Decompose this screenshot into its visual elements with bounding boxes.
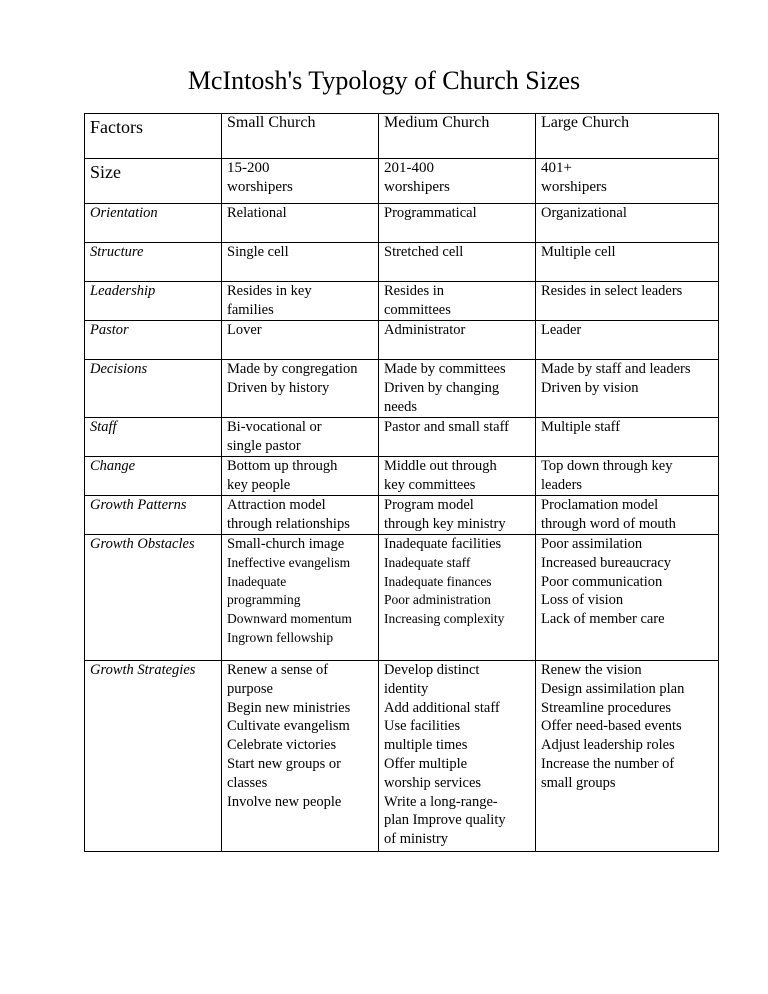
cell-line: Poor administration [384,592,491,608]
factor-label: Staff [85,418,222,457]
cell-line: purpose [227,680,273,697]
medium-church-cell [379,282,536,321]
cell-line: Organizational [541,205,627,221]
medium-church-cell [379,204,536,243]
table-row [85,282,719,321]
cell-line: Stretched cell [384,244,464,260]
factor-label: Leadership [85,282,222,321]
factor-label: Growth Obstacles [85,535,222,661]
size-medium [379,159,536,204]
cell-line: Poor assimilation [541,536,643,552]
large-church-cell [536,243,719,282]
cell-line: Ineffective evangelism [227,554,351,570]
small-church-cell [222,204,379,243]
small-church-cell [222,360,379,418]
cell-line: Made by committees [384,361,506,377]
factor-label: Orientation [85,204,222,243]
typology-table [84,113,719,852]
size-medium-line: worshipers [384,179,450,195]
large-church-cell [536,321,719,360]
large-church-cell [536,457,719,496]
medium-church-cell [379,321,536,360]
header-row [85,114,719,159]
large-church-cell [536,496,719,535]
cell-line: Multiple staff [541,419,621,435]
size-small-line: worshipers [227,179,293,195]
cell-line: through word of mouth [541,515,676,532]
cell-line: key committees [384,476,476,493]
cell-line: Top down through key [541,458,673,474]
table-row [85,360,719,418]
small-church-cell [222,457,379,496]
header-factors: Factors [85,114,222,159]
medium-church-cell [379,496,536,535]
cell-line: Resides in key [227,283,312,299]
cell-line: families [227,301,274,318]
table-row [85,496,719,535]
cell-line: Increase the number of [541,755,675,772]
cell-line: classes [227,774,268,791]
table-row [85,321,719,360]
cell-line: Lack of member care [541,611,665,628]
cell-line: identity [384,680,429,697]
table-row [85,535,719,661]
small-church-cell [222,243,379,282]
cell-line: Driven by history [227,379,330,396]
cell-line: plan Improve quality [384,812,506,829]
cell-line: Multiple cell [541,244,616,260]
header-medium-church: Medium Church [379,114,536,159]
cell-line: Offer need-based events [541,718,682,735]
cell-line: Bi-vocational or [227,419,322,435]
medium-church-cell [379,457,536,496]
table-row [85,457,719,496]
cell-line: Streamline procedures [541,699,672,716]
cell-line: Bottom up through [227,458,338,474]
cell-line: Involve new people [227,793,342,810]
factor-label: Growth Strategies [85,661,222,852]
small-church-cell [222,496,379,535]
size-large-line: worshipers [541,179,607,195]
medium-church-cell [379,418,536,457]
cell-line: Renew a sense of [227,662,329,678]
cell-line: Relational [227,205,287,221]
cell-line: needs [384,398,418,415]
cell-line: of ministry [384,831,449,848]
cell-line: Renew the vision [541,662,642,678]
cell-line: Cultivate evangelism [227,718,350,735]
cell-line: Lover [227,322,262,338]
cell-line: Small-church image [227,536,345,552]
page-title: McIntosh's Typology of Church Sizes [187,66,581,95]
small-church-cell [222,661,379,852]
size-small-line: 15-200 [227,160,270,176]
header-small-church: Small Church [222,114,379,159]
factor-label: Growth Patterns [85,496,222,535]
header-large-church: Large Church [536,114,719,159]
cell-line: Offer multiple [384,755,468,772]
cell-line: Increased bureaucracy [541,554,672,571]
size-small [222,159,379,204]
cell-line: Middle out through [384,458,497,474]
cell-line: Program model [384,497,474,513]
large-church-cell [536,535,719,661]
cell-line: Made by staff and leaders [541,361,691,377]
size-large-line: 401+ [541,160,572,176]
cell-line: Ingrown fellowship [227,629,334,645]
cell-line: Poor communication [541,573,663,590]
cell-line: Driven by vision [541,379,639,396]
cell-line: Add additional staff [384,699,500,716]
cell-line: Made by congregation [227,361,358,377]
small-church-cell [222,535,379,661]
cell-line: Start new groups or [227,755,341,772]
cell-line: Loss of vision [541,592,624,609]
cell-line: Increasing complexity [384,611,505,627]
cell-line: Develop distinct [384,662,480,678]
cell-line: Inadequate finances [384,573,492,589]
medium-church-cell [379,661,536,852]
cell-line: Driven by changing [384,379,500,396]
cell-line: single pastor [227,437,301,454]
cell-line: Administrator [384,322,466,338]
cell-line: key people [227,476,291,493]
factor-label: Decisions [85,360,222,418]
cell-line: through relationships [227,515,350,532]
cell-line: multiple times [384,737,468,754]
cell-line: Attraction model [227,497,326,513]
cell-line: Write a long-range- [384,793,498,810]
factor-label: Pastor [85,321,222,360]
table-row [85,243,719,282]
cell-line: committees [384,301,451,318]
cell-line: through key ministry [384,515,506,532]
large-church-cell [536,204,719,243]
cell-line: Inadequate staff [384,554,471,570]
cell-line: Design assimilation plan [541,680,685,697]
cell-line: Downward momentum [227,611,352,627]
cell-line: Proclamation model [541,497,659,513]
large-church-cell [536,418,719,457]
size-large [536,159,719,204]
small-church-cell [222,418,379,457]
cell-line: Adjust leadership roles [541,737,675,754]
cell-line: Single cell [227,244,289,260]
cell-line: Inadequate facilities [384,536,502,552]
cell-line: Begin new ministries [227,699,351,716]
cell-line: Celebrate victories [227,737,337,754]
medium-church-cell [379,243,536,282]
cell-line: Pastor and small staff [384,419,509,435]
medium-church-cell [379,360,536,418]
cell-line: Programmatical [384,205,477,221]
cell-line: programming [227,592,301,608]
size-label: Size [85,159,222,204]
cell-line: worship services [384,774,482,791]
cell-line: leaders [541,476,583,493]
cell-line: Resides in select leaders [541,283,683,299]
large-church-cell [536,661,719,852]
cell-line: Leader [541,322,582,338]
small-church-cell [222,321,379,360]
cell-line: Use facilities [384,718,461,735]
large-church-cell [536,282,719,321]
table-row [85,204,719,243]
size-row [85,159,719,204]
cell-line: small groups [541,774,616,791]
table-row [85,418,719,457]
size-medium-line: 201-400 [384,160,434,176]
small-church-cell [222,282,379,321]
factor-label: Structure [85,243,222,282]
factor-label: Change [85,457,222,496]
table-row [85,661,719,852]
cell-line: Inadequate [227,573,287,589]
large-church-cell [536,360,719,418]
cell-line: Resides in [384,283,445,299]
medium-church-cell [379,535,536,661]
